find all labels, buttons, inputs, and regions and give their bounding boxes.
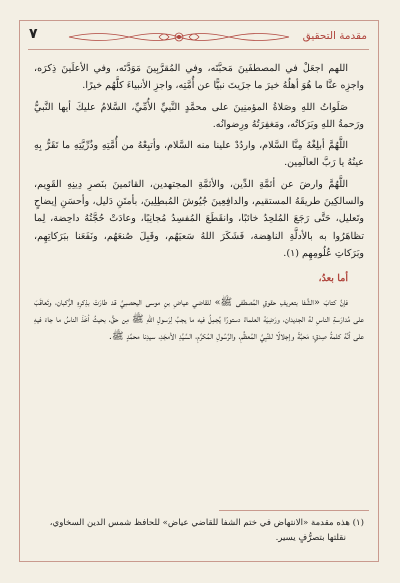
footnote-line: (١) هذه مقدمة «الانتهاض في ختم الشفا للقاضي عياض» للحافظ شمس الدين السخاوي،: [49, 518, 364, 528]
footnote-line: نقلتها بتصرُّفٍ يسير.: [275, 533, 346, 543]
running-title: مقدمة التحقيق: [302, 30, 367, 42]
page-header: [19, 20, 377, 48]
paragraph: اللَّهُمَّ أبلِغْهُ مِنَّا السَّلام، واردُدْ علينا منه السَّلام، وأتبِعْهُ من أُمَّتِهِ وذُرِّيَّتِهِ ما تَقَرُّ بِهِ عينُهُ يا رَبَّ العالَمِين.: [34, 140, 364, 169]
footnote-divider: [219, 510, 369, 511]
header-ornament-icon: [59, 28, 299, 46]
paragraph: اللهم اجعَلْ في المصطفَينَ مَحبَّتَه، وفي المُقرَّبِينَ مَوَدَّتَه، وفي الأعلَينَ ذِكرَه، واجزِه عنَّا ما هُوَ أهلُهُ خيرَ ما جزَيتَ نبيًّا عن أُمَّتِه، واجزِ الأنبياءَ كلَّهُم خيرًا.: [34, 63, 364, 92]
page-number: ٧: [29, 26, 38, 42]
paragraph: صَلَواتُ اللهِ وصَلاةُ المؤمنِينَ على محمَّدٍ النَّبيِّ الأُمِّيِّ، السَّلامُ عليكَ أيها النَّبيُّ ورَحمةُ اللهِ وبَرَكاتُه، ومَغفِرَتُهُ ورِضوانُه.: [34, 101, 364, 130]
header-divider: [28, 49, 369, 50]
section-heading: أما بعدُ،: [318, 273, 348, 285]
main-text: [34, 60, 364, 349]
paragraph: اللَّهُمَّ وارضَ عن أئمَّةِ الدِّين، والأئمَّةِ المجتهدين، القائمينَ بنَصرِ دِينِهِ القَوِيم، والسالكِينَ طريقَهُ المستقيم، والدافِعِينَ جُيُوشَ المُبطِلِينَ، بأمتَنِ دَليل، وأحسَنِ إيضاحٍ وتَعليل، حَتَّى رَجَعَ المُلحِدُ خائبًا، وانقَطَعَ المُفسِدُ مُجانِبًا، وعادَتْ حُجَّتُهُ داحِضة، لِما تظاهَرُوا به بالأدلَّةِ الناهِضة، فَشَكَرَ اللهُ سَعيَهُم، وقَبِلَ صُنعَهُم، ونَفَعَنا ببَرَكاتِهِم، وبَرَكاتِ عُلُومِهِم (١).: [34, 178, 364, 259]
paragraph: فإنَّ كتابَ «الشِّفا بتعريفِ حقوقِ المُصطفى ﷺ» للقاضي عياضِ بنِ موسى اليحصبيِّ قد طارَتْ بذِكرِهِ الرُّكبان، وتَعاقَبَ على مُدارَسةِ الناسِ لهُ الجديدان، ورَضِيَهُ العلماءُ دستورًا يُجمِلُ فيه ما يجبُ لِرَسولِ اللهِ ﷺ مِن حقٍّ، بحيثُ أخَذَ الناسُ ما جاءَ فيهِ على أنَّهُ كلمةُ صِدقٍ؛ مَحبَّةً وإجلالًا للنَّبِيِّ المُعظَّمِ، والرَّسُولِ المُكرَّمِ، السَّيِّدِ الأمجَدِ، سيدِنا محمَّدٍ ﷺ.: [34, 296, 364, 343]
footnote: [34, 516, 364, 546]
